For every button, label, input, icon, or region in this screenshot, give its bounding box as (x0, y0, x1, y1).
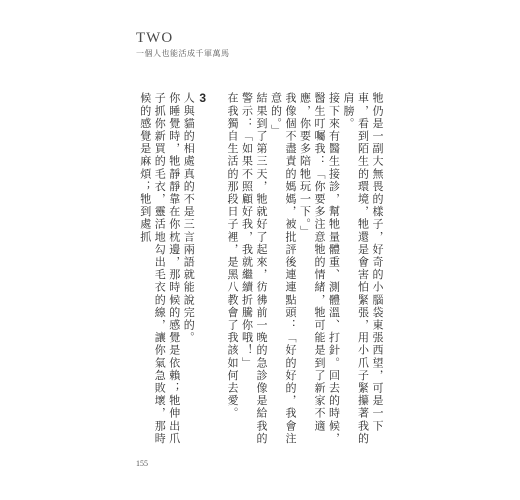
paragraph: 在我獨自生活的那段日子裡，是黑八教會了我該如何去愛。 (226, 92, 239, 420)
section-number: 3 (199, 92, 207, 104)
chapter-label: TWO (136, 30, 174, 46)
paragraph: 結果到了第三天，牠就好了起來，彷彿前一晚的急診像是給我的警示：「如果不照顧好我，我就繼續折騰你哦！」 (240, 92, 268, 445)
book-subtitle: 一個人也能活成千軍萬馬 (136, 49, 230, 58)
page-number: 155 (136, 459, 148, 468)
body-text (128, 92, 384, 448)
paragraph: 牠仍是一副大無畏的樣子，好奇的小腦袋東張西望，可是一下車，看到陌生的環境，牠還是會害怕緊張，用小爪子緊攥著我的肩膀。 (342, 92, 384, 445)
paragraph: 我像個不盡責的媽媽，被批評後連連點頭：「好的好的，我會注意的。」 (269, 92, 297, 445)
paragraph: 接下來有醫生接診，幫牠量體重、測體溫、打針。回去的時候，醫生叮囑我：「你要多注意牠的情緒，牠可能是到了新家不適應，你要多陪牠玩一下。」 (298, 92, 341, 445)
paragraph: 人與貓的相處真的不是三言兩語就能說完的。 (182, 92, 196, 344)
running-header (136, 30, 230, 59)
paragraph: 你睡覺時，牠靜靜靠在你枕邊，那時候的感覺是依賴；牠伸出爪子抓你新買的毛衣，靈活地勾出毛衣的線，讓你氣急敗壞，那時候的感覺是麻煩；牠到處抓 (138, 92, 181, 445)
